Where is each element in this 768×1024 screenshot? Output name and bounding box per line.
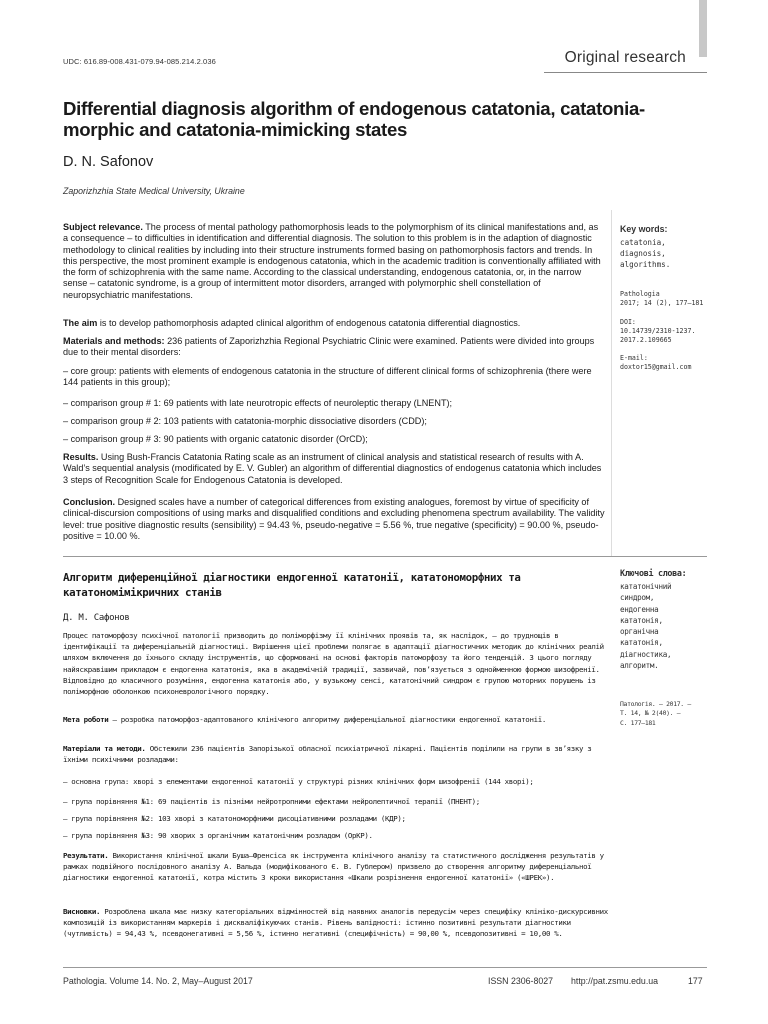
ua-keyword: алгоритм. <box>620 661 659 671</box>
core-group-item: – core group: patients with elements of endogenous catatonia in the structure of different clinical forms of schizophrenia (there were 144 patients in this group); <box>63 366 592 388</box>
footer-divider <box>63 967 707 968</box>
ua-comparison-group-1-item: – група порівняння №1: 69 пацієнтів із пізніми нейротропними ефектами нейролептичної терапії (ПНЕНТ); <box>63 797 480 806</box>
conclusion-label: Conclusion. <box>63 497 116 507</box>
footer-journal: Pathologia. Volume 14. No. 2, May–August 2017 <box>63 976 253 986</box>
ua-methods-label: Матеріали та методи. <box>63 744 146 753</box>
sidebar-divider <box>611 210 612 556</box>
ua-conclusion-label: Висновки. <box>63 907 101 916</box>
methods-paragraph <box>63 336 605 359</box>
aim-label: The aim <box>63 318 98 328</box>
methods-label: Materials and methods: <box>63 336 165 346</box>
aim-text: is to develop pathomorphosis adapted clinical algorithm of endogenous catatonia differential diagnostics. <box>97 318 521 328</box>
ua-keyword: органічна <box>620 627 659 637</box>
header-divider <box>544 72 707 73</box>
ua-conclusion-text: Розроблена шкала має низку категоріальних відмінностей від наявних аналогів передусім через специфіку клініко-дискурсивних композицій із використанням маркерів і дискваліфікуючих станів. Рівень валідності: істинно позитивні результати діагностики (чутливість) = 94,43 %, псевдонегативні = 5,56 %, істинно негативні (специфічність) = 90,00 %, псевдопозитивні = 10,00 %. <box>63 907 608 939</box>
doi-link[interactable]: DOI: 10.14739/2310-1237. 2017.2.109665 <box>620 318 696 345</box>
ua-author: Д. М. Сафонов <box>63 613 130 623</box>
ua-journal-citation: Патологія. – 2017. – Т. 14, № 2(40). – С. 177–181 <box>620 700 691 727</box>
ua-aim-text: – розробка патоморфоз-адаптованого клінічного алгоритму диференціальної діагностики ендогенної кататонії. <box>108 715 546 724</box>
ua-keyword: кататонічний <box>620 582 672 591</box>
ua-keywords-title: Ключові слова: <box>620 568 687 578</box>
results-label: Results. <box>63 452 99 462</box>
ua-keyword: ендогенна <box>620 604 659 614</box>
ua-conclusion-paragraph <box>63 906 608 940</box>
conclusion-text: Designed scales have a number of categorical differences from existing analogues, foremost by virtue of specificity of clinical-discursion compositions of using marks and disqualified conditions and excluding phenomena spectrum availability. The validity level: true positive diagnostic results (sensibility) = 94.43 %, pseudo-negative = 5.56 %, true negative (specificity) = 90.00 %, pseudo-positive = 10.00 %. <box>63 497 605 541</box>
comparison-group-2-item: – comparison group # 2: 103 patients with catatonia-morphic dissociative disorders (CDD); <box>63 416 427 426</box>
ua-aim-paragraph <box>63 714 608 725</box>
article-title: Differential diagnosis algorithm of endogenous catatonia, catatonia-morphic and catatonia-mimicking states <box>63 98 645 140</box>
aim-paragraph <box>63 318 605 329</box>
ua-comparison-group-3-item: – група порівняння №3: 90 хворих з органічним кататонічним розладом (ОрКР). <box>63 831 373 840</box>
ua-process-paragraph: Процес патоморфозу психічної патології призводить до поліморфізму її клінічних проявів та, як наслідок, – до труднощів в ідентифікації та диференціальній діагностиці. Вирішення цієї проблеми полягає в адаптації діагностичних методик до клінічних реалій шляхом включення до їхнього складу інструментів, що сформовані на основі факторів патоморфозу та його тенденцій. З цього погляду найяскравішим прикладом є ендогенна кататонія, яка в академічній традиції, зазвичай, пов’язується з однойменною формою шизофренії. Відповідно до класичного розуміння, ендогенна кататонія або, у вузькому сенсі, кататонічний синдром є групою моторних порушень із поліморфною оболонкою психоневрологічного порядку. <box>63 631 604 697</box>
ua-core-group-item: – основна група: хворі з елементами ендогенної кататонії у структурі різних клінічних форм шизофренії (144 хворі); <box>63 777 534 786</box>
ua-keyword: діагностика, <box>620 649 672 659</box>
ua-keyword: кататонія, <box>620 638 663 648</box>
section-divider <box>63 556 707 557</box>
ua-keyword: синдром, <box>620 593 655 603</box>
ua-article-title: Алгоритм диференційної діагностики ендогенної кататонії, кататономорфних та кататономімікричних станів <box>63 571 521 599</box>
subject-relevance-paragraph <box>63 222 605 301</box>
ua-results-text: Використання клінічної шкали Буша–Френсіса як інструмента клінічного аналізу та статистичного дослідження результатів у рамках подвійного послідовного аналізу А. Вальда (модифікованого Є. В. Гублером) призвело до створення алгоритму диференціальної діагностики ендогенної кататонії, котра містить 3 кроки використання «Шкали розрізнення ендогенної кататонії» («ШРЕК»). <box>63 851 604 883</box>
footer-issn: ISSN 2306-8027 <box>488 976 554 986</box>
methods-text: 236 patients of Zaporizhzhia Regional Psychiatric Clinic were examined. Patients were divided into groups due to their mental disorders: <box>63 336 595 358</box>
footer-url[interactable]: http://pat.zsmu.edu.ua <box>571 976 659 986</box>
udc-code: UDC: 616.89-008.431-079.94-085.214.2.036 <box>63 57 216 66</box>
ua-keyword: кататонія, <box>620 615 663 625</box>
ua-keywords-list <box>620 581 715 671</box>
author-affiliation: Zaporizhzhia State Medical University, Ukraine <box>63 186 245 196</box>
ua-aim-label: Мета роботи <box>63 715 109 724</box>
article-author: D. N. Safonov <box>63 154 154 170</box>
keywords-title: Key words: <box>620 224 668 234</box>
section-label: Original research <box>564 49 686 66</box>
results-paragraph <box>63 452 605 486</box>
page-number: 177 <box>688 976 703 986</box>
keyword: algorithms. <box>620 260 671 269</box>
author-email[interactable]: E-mail: doxtor15@gmail.com <box>620 354 692 372</box>
subject-text: The process of mental pathology pathomorphosis leads to the polymorphism of its clinical manifestations and, as a consequence – to difficulties in identification and differential diagnosis. The solution to this problem is in the adaption of diagnostic methodology to clinical realities by including into their structure instruments formed basing on pathomorphosis factors and trends. In this perspective, the most prominent example is endogenous catatonia, which in the academic tradition is conventionally affiliated with the form of schizophrenia with the same name. According to the classical understanding, endogenous catatonia, or, in the narrow sense – catatonic syndrome, is a group of intermittent motor disorders, arranged with polymorphic shell constellation of neuropsychiatric manifestations. <box>63 222 601 300</box>
ua-results-label: Результати. <box>63 851 109 860</box>
ua-methods-paragraph <box>63 743 608 765</box>
subject-label: Subject relevance. <box>63 222 143 232</box>
keyword: diagnosis, <box>620 249 666 258</box>
keywords-list <box>620 237 715 270</box>
keyword: catatonia, <box>620 238 666 247</box>
ua-comparison-group-2-item: – група порівняння №2: 103 хворі з кататономорфними дисоціативними розладами (КДР); <box>63 814 406 823</box>
results-text: Using Bush-Francis Catatonia Rating scale as an instrument of clinical analysis and statistical research of results with A. Wald’s sequential analysis (modificated by E. V. Gubler) an algorithm of differential diagnostics of endogenus catatonia which includes 3 steps of Recognition Scale for Endogenous Catatonia is developed. <box>63 452 602 485</box>
ua-methods-text: Обстежили 236 пацієнтів Запорізької обласної психіатричної лікарні. Пацієнтів поділили на групи в зв’язку з їхніми психічними розладами: <box>63 744 592 765</box>
comparison-group-3-item: – comparison group # 3: 90 patients with organic catatonic disorder (OrCD); <box>63 434 368 444</box>
ua-results-paragraph <box>63 850 608 884</box>
corner-tab <box>699 0 707 57</box>
comparison-group-1-item: – comparison group # 1: 69 patients with late neurotropic effects of neuroleptic therapy (LNENT); <box>63 398 453 408</box>
conclusion-paragraph <box>63 497 605 542</box>
journal-citation: Pathologia 2017; 14 (2), 177–181 <box>620 290 704 308</box>
